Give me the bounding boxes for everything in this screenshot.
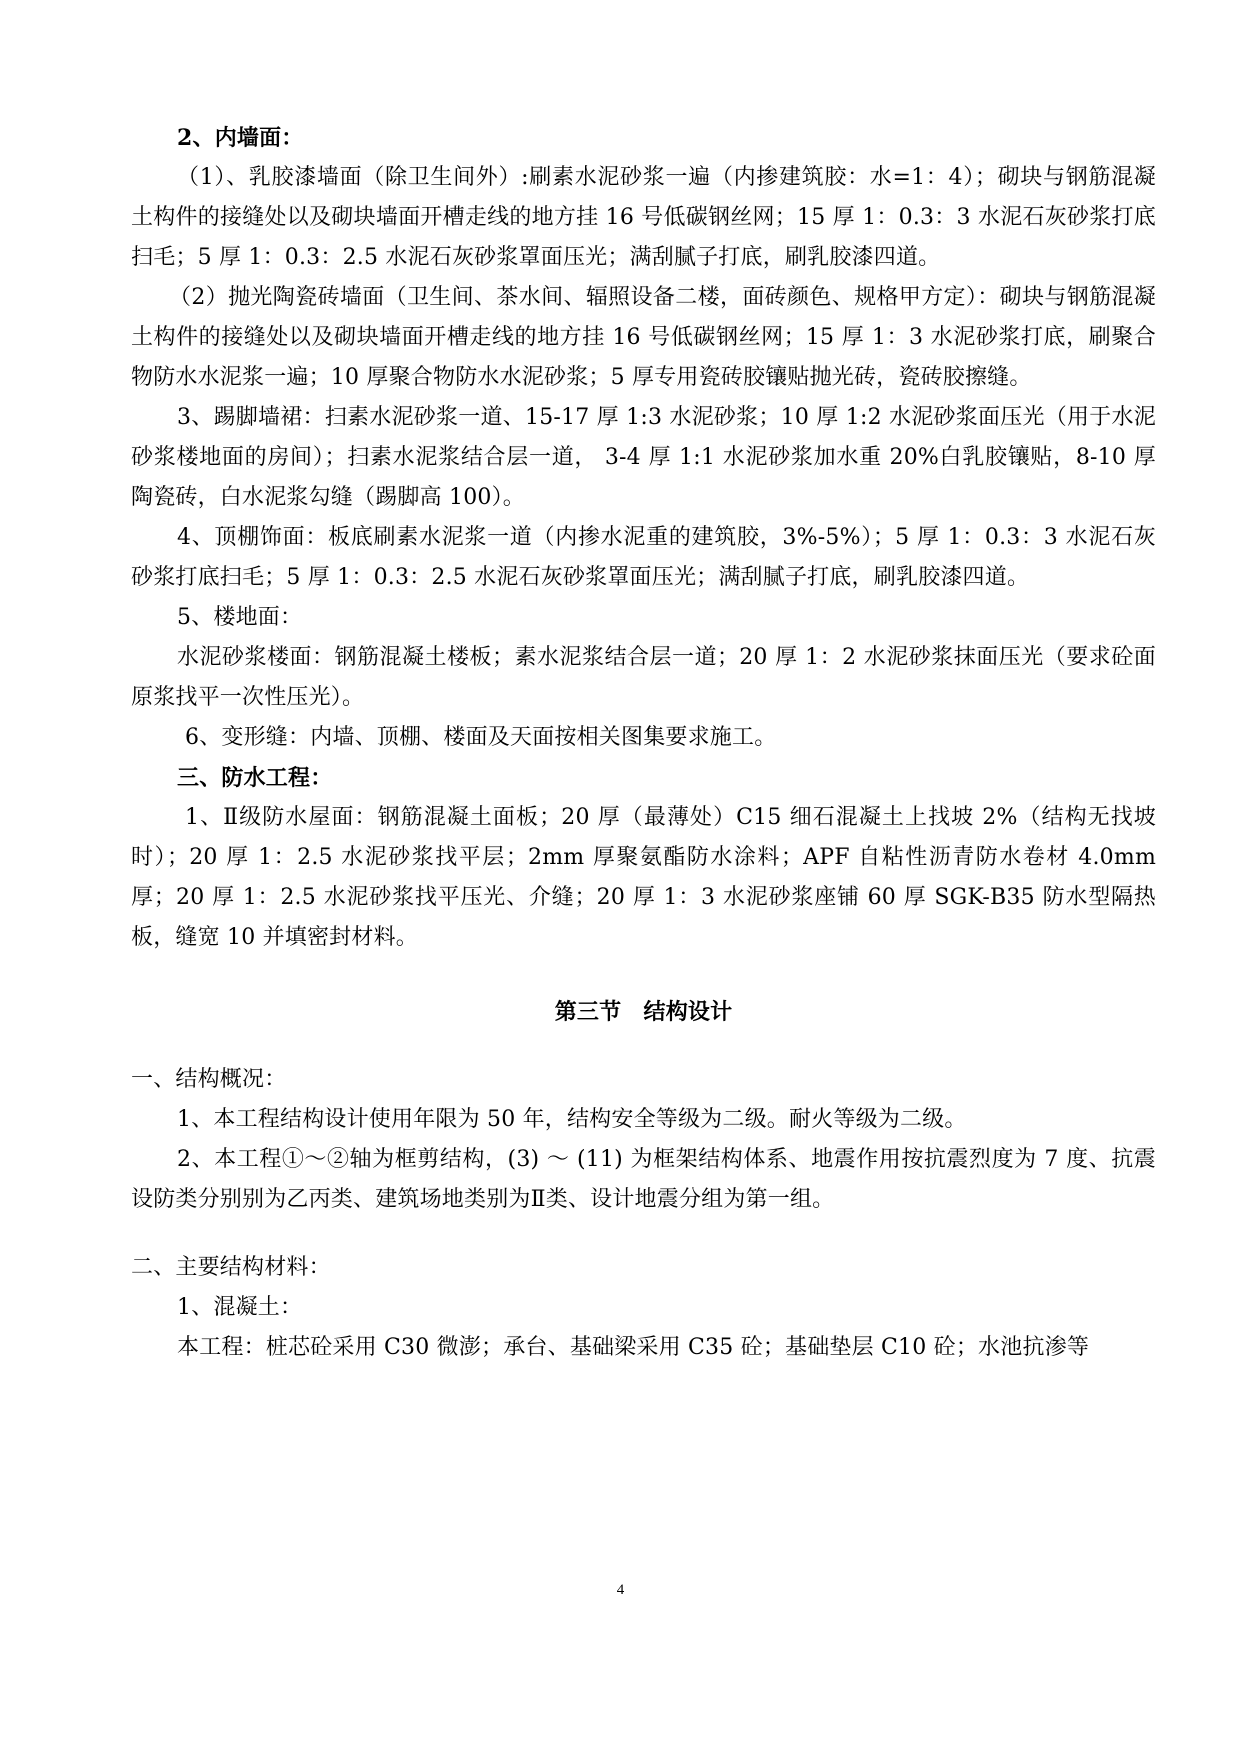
paragraph-latex-paint-wall: （1）、乳胶漆墙面（除卫生间外）:刷素水泥砂浆一遍（内掺建筑胶：水=1：4）；砌块与钢筋混凝土构件的接缝处以及砌块墙面开槽走线的地方挂 16 号低碳钢丝网；15 厚 1：0.3：3 水泥石灰砂浆打底扫毛；5 厚 1：0.3：2.5 水泥石灰砂浆罩面压光；满刮腻子打底，刷乳胶漆四道。 <box>131 165 1156 270</box>
heading-waterproofing: 三、防水工程： <box>177 765 333 791</box>
spacer <box>131 958 1156 992</box>
section-title-structure: 第三节 结构设计 <box>554 999 733 1025</box>
spacer <box>131 1220 1156 1248</box>
paragraph-ceiling: 4、顶棚饰面：板底刷素水泥浆一道（内掺水泥重的建筑胶，3%-5%）；5 厚 1：0.3：3 水泥石灰砂浆打底扫毛；5 厚 1：0.3：2.5 水泥石灰砂浆罩面压光；满刮腻子打底，刷乳胶漆四道。 <box>131 525 1156 590</box>
paragraph-roof-waterproofing: 1、Ⅱ级防水屋面：钢筋混凝土面板；20 厚（最薄处）C15 细石混凝土上找坡 2%（结构无找坡时）；20 厚 1：2.5 水泥砂浆找平层；2mm 厚聚氨酯防水涂料；APF 自粘性沥青防水卷材 4.0mm 厚；20 厚 1：2.5 水泥砂浆找平压光、介缝；20 厚 1：3 水泥砂浆座铺 60 厚 SGK-B35 防水型隔热板，缝宽 10 并填密封材料。 <box>131 805 1156 950</box>
page-number: 4 <box>616 1582 625 1598</box>
heading-floor: 5、楼地面： <box>177 605 303 630</box>
paragraph-design-life: 1、本工程结构设计使用年限为 50 年，结构安全等级为二级。耐火等级为二级。 <box>177 1107 967 1132</box>
paragraph-cement-floor: 水泥砂浆楼面：钢筋混凝土楼板；素水泥浆结合层一道；20 厚 1：2 水泥砂浆抹面压光（要求砼面原浆找平一次性压光）。 <box>131 645 1156 710</box>
page-body <box>131 118 1156 1368</box>
heading-structure-overview: 一、结构概况： <box>131 1067 287 1092</box>
heading-structure-materials: 二、主要结构材料： <box>131 1255 331 1280</box>
paragraph-concrete-grades: 本工程：桩芯砼采用 C30 微澎；承台、基础梁采用 C35 砼；基础垫层 C10 砼；水池抗渗等 <box>177 1335 1090 1360</box>
paragraph-skirting: 3、踢脚墙裙：扫素水泥砂浆一道、15-17 厚 1:3 水泥砂浆；10 厚 1:2 水泥砂浆面压光（用于水泥砂浆楼地面的房间）；扫素水泥浆结合层一道， 3-4 厚 1:1 水泥砂浆加水重 20%白乳胶镶贴，8-10 厚陶瓷砖，白水泥浆勾缝（踢脚高 100）。 <box>131 405 1156 510</box>
spacer <box>131 1032 1156 1060</box>
paragraph-ceramic-tile-wall: （2）抛光陶瓷砖墙面（卫生间、茶水间、辐照设备二楼，面砖颜色、规格甲方定）：砌块与钢筋混凝土构件的接缝处以及砌块墙面开槽走线的地方挂 16 号低碳钢丝网；15 厚 1：3 水泥砂浆打底，刷聚合物防水水泥浆一遍；10 厚聚合物防水水泥砂浆；5 厚专用瓷砖胶镶贴抛光砖，瓷砖胶擦缝。 <box>131 285 1156 390</box>
heading-interior-wall: 2、内墙面： <box>177 125 304 151</box>
paragraph-deformation-joint: 6、变形缝：内墙、顶棚、楼面及天面按相关图集要求施工。 <box>185 725 777 750</box>
paragraph-structure-system: 2、本工程①～②轴为框剪结构，(3) ～ (11) 为框架结构体系、地震作用按抗震烈度为 7 度、抗震设防类分别别为乙丙类、建筑场地类别为Ⅱ类、设计地震分组为第一组。 <box>131 1147 1156 1212</box>
heading-concrete: 1、混凝土： <box>177 1295 303 1320</box>
